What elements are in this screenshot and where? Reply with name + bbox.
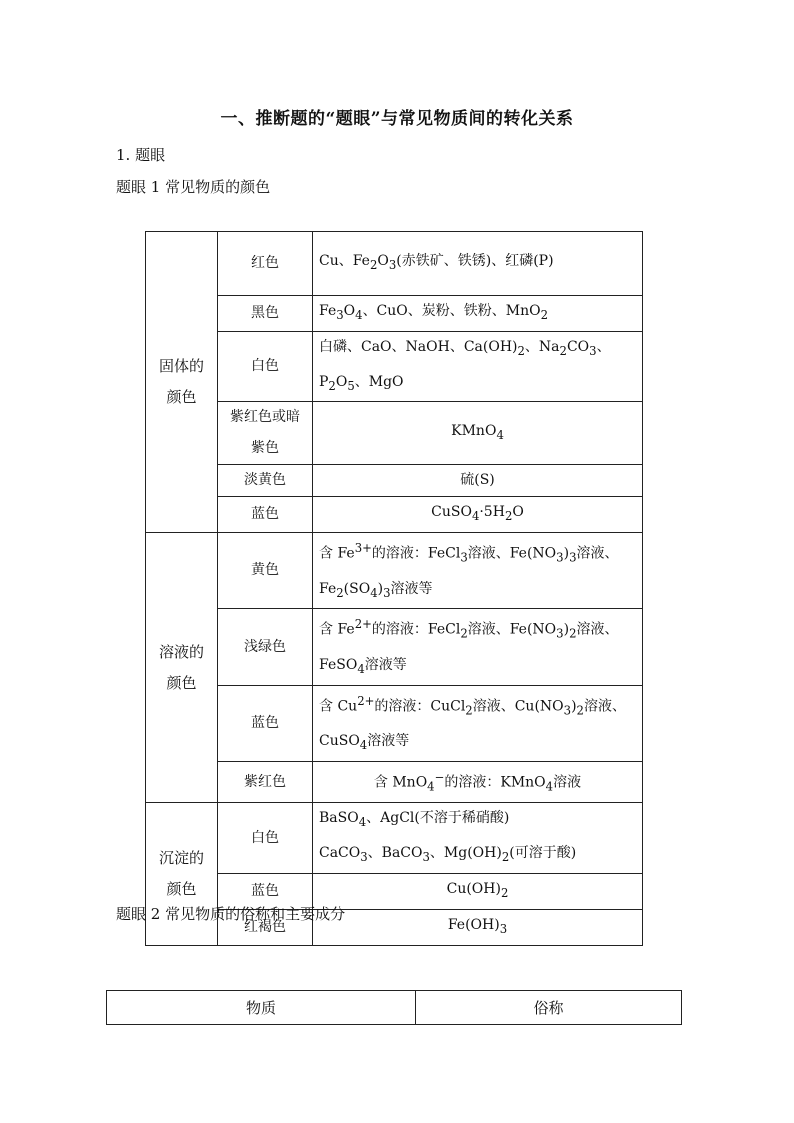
color-cell: 淡黄色 [218, 465, 313, 497]
substance-cell: $Cu(OH)_2$ [313, 873, 643, 909]
color-cell: 黄色 [218, 533, 313, 609]
category-solution: 溶液的颜色 [146, 533, 218, 803]
substance-cell: BaSO$_4$、AgCl(不溶于稀硝酸) CaCO$_3$、BaCO$_3$、$Mg(OH)_2$(可溶于酸) [313, 803, 643, 874]
color-cell: 蓝色 [218, 685, 313, 761]
color-cell: 浅绿色 [218, 609, 313, 685]
substance-cell: 硫(S) [313, 465, 643, 497]
substance-cell: $Fe_3O_4$、CuO、炭粉、铁粉、MnO$_2$ [313, 296, 643, 332]
substance-cell: $Fe(OH)_3$ [313, 909, 643, 945]
substance-cell: Cu、$Fe_2O_3$(赤铁矿、铁锈)、红磷(P) [313, 232, 643, 296]
color-cell: 蓝色 [218, 497, 313, 533]
substance-cell: KMnO$_4$ [313, 402, 643, 465]
color-cell: 紫红色 [218, 761, 313, 802]
header-substance: 物质 [107, 991, 416, 1025]
page-title: 一、推断题的“题眼”与常见物质间的转化关系 [220, 109, 574, 129]
color-cell: 白色 [218, 803, 313, 874]
section-heading-3: 题眼 2 常见物质的俗称和主要成分 [116, 905, 346, 923]
header-common-name: 俗称 [416, 991, 682, 1025]
substance-cell: 含 $Fe^{2+}$的溶液：FeCl$_2$溶液、$Fe(NO_3)_2$溶液、FeSO$_4$溶液等 [313, 609, 643, 685]
category-solid: 固体的颜色 [146, 232, 218, 533]
color-cell: 紫红色或暗紫色 [218, 402, 313, 465]
substance-cell: 白磷、CaO、NaOH、$Ca(OH)_2$、$Na_2CO_3$、$P_2O_5$、MgO [313, 331, 643, 402]
color-cell: 黑色 [218, 296, 313, 332]
color-cell: 红色 [218, 232, 313, 296]
common-names-table [106, 990, 682, 1025]
substance-cell: $CuSO_4\cdot 5H_2O$ [313, 497, 643, 533]
color-cell: 红褐色 [218, 909, 313, 945]
color-cell: 蓝色 [218, 873, 313, 909]
substance-cell: 含 $Fe^{3+}$的溶液：FeCl$_3$溶液、$Fe(NO_3)_3$溶液、$Fe_2(SO_4)_3$溶液等 [313, 533, 643, 609]
substance-cell: 含 $Cu^{2+}$的溶液：CuCl$_2$溶液、$Cu(NO_3)_2$溶液、CuSO$_4$溶液等 [313, 685, 643, 761]
section-heading-1: 1. 题眼 [116, 146, 166, 164]
color-table [145, 231, 643, 946]
section-heading-2: 题眼 1 常见物质的颜色 [116, 178, 271, 196]
category-precipitate: 沉淀的颜色 [146, 803, 218, 945]
color-cell: 白色 [218, 331, 313, 402]
substance-cell: 含 MnO$_4$−的溶液：KMnO$_4$溶液 [313, 761, 643, 802]
